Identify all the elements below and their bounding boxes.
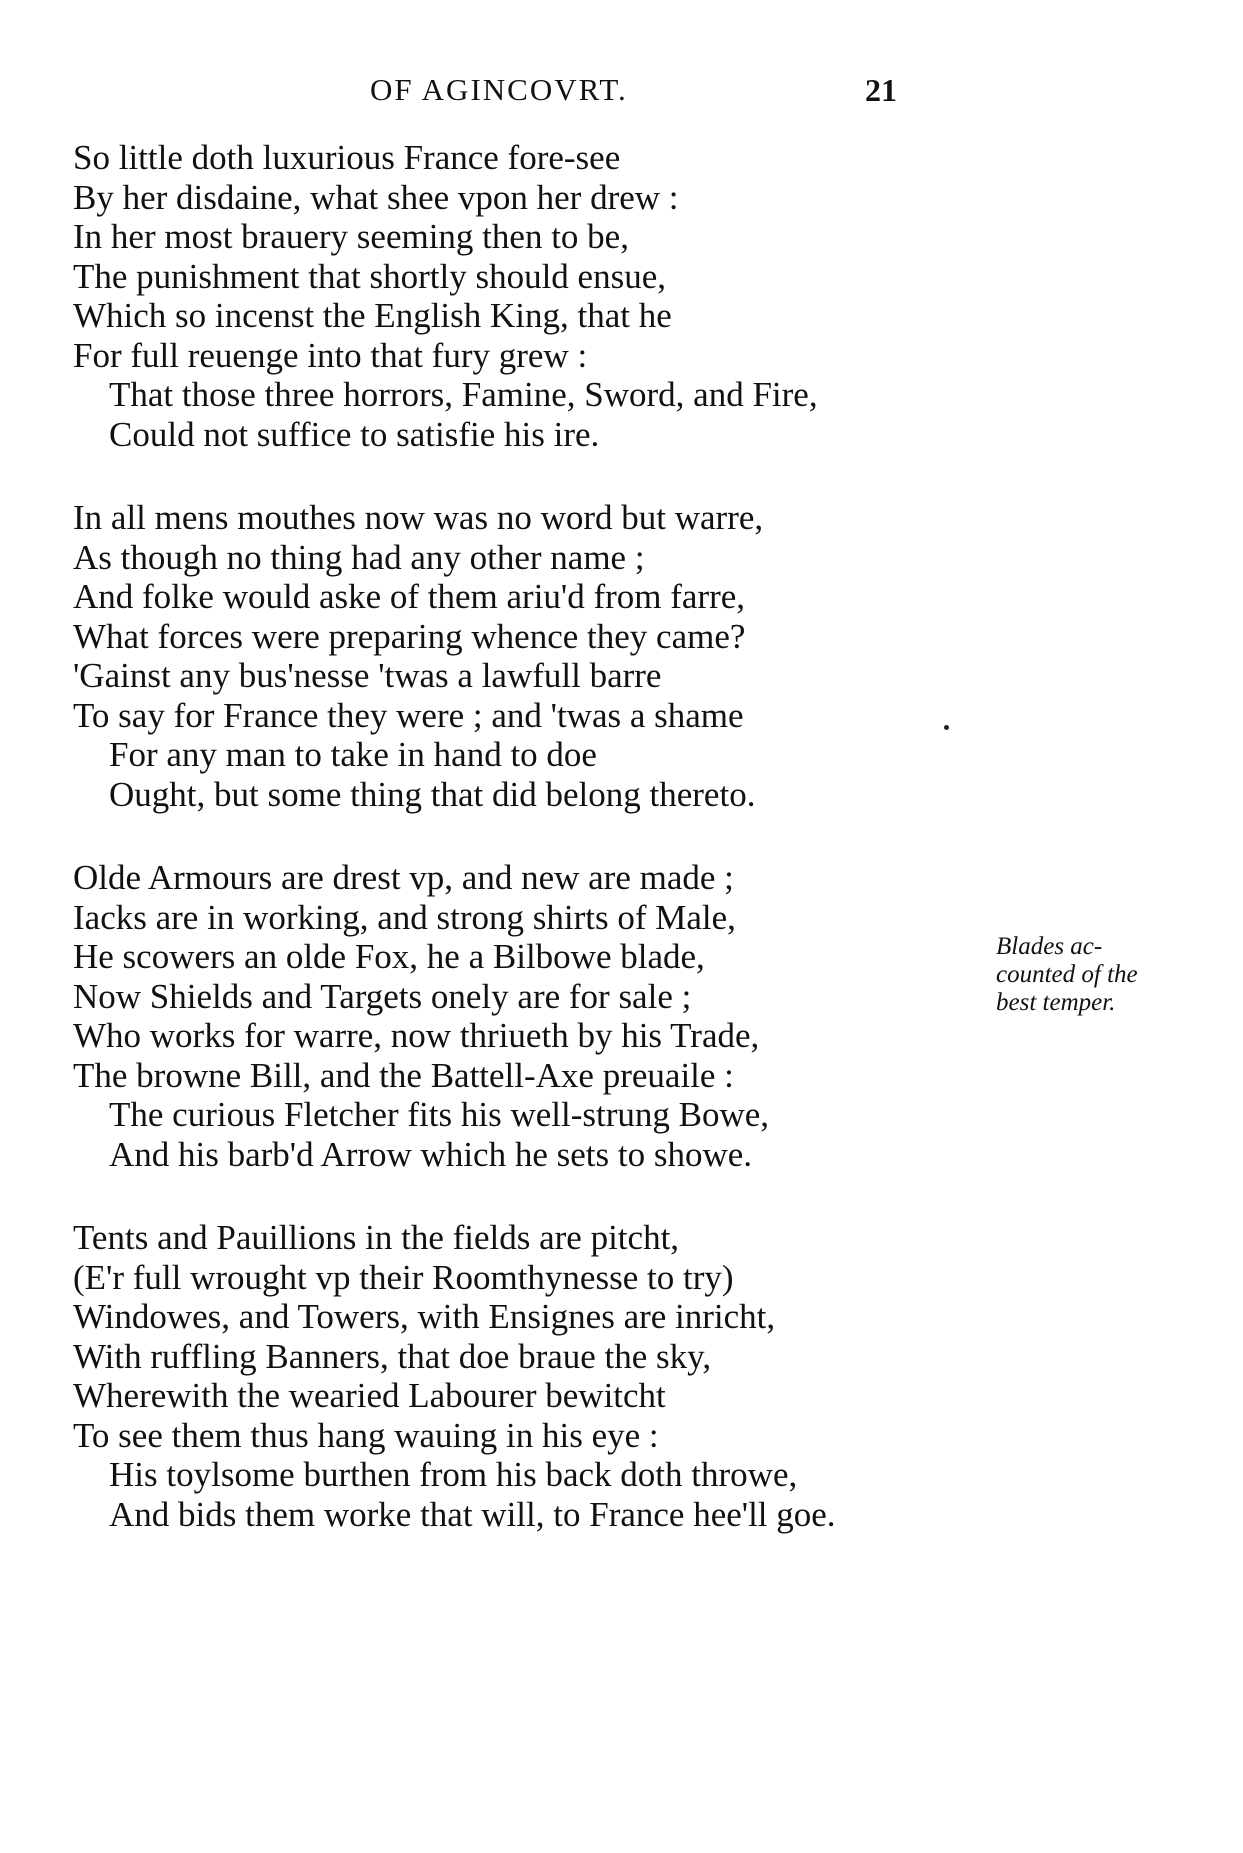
verse-line: With ruffling Banners, that doe braue the sky, (73, 1336, 712, 1376)
verse-line-indented: His toylsome burthen from his back doth throwe, (109, 1455, 798, 1494)
verse-line: What forces were preparing whence they came? (73, 616, 746, 656)
marginal-note-line: best temper. (996, 989, 1116, 1016)
verse-line: Wherewith the wearied Labourer bewitcht (73, 1376, 666, 1415)
verse-line: Tents and Pauillions in the fields are pitcht, (73, 1218, 680, 1257)
verse-line: To say for France they were ; and 'twas a shame (73, 695, 744, 735)
poem-body (73, 138, 1013, 1578)
verse-line: For full reuenge into that fury grew : (73, 335, 588, 375)
page-number: 21 (865, 72, 897, 108)
stanza-4 (73, 1218, 1013, 1534)
verse-line: The browne Bill, and the Battell-Axe preuaile : (73, 1055, 734, 1095)
verse-line-indented: That those three horrors, Famine, Sword, and Fire, (109, 375, 818, 414)
verse-line: And folke would aske of them ariu'd from farre, (73, 577, 746, 616)
verse-line-indented: For any man to take in hand to doe (109, 735, 597, 774)
verse-line: As though no thing had any other name ; (73, 537, 645, 577)
verse-line: By her disdaine, what shee vpon her drew : (73, 177, 679, 217)
verse-line: Iacks are in working, and strong shirts of Male, (73, 897, 736, 937)
verse-line: Olde Armours are drest vp, and new are made ; (73, 858, 734, 897)
verse-line: So little doth luxurious France fore-see (73, 138, 621, 177)
verse-line: Who works for warre, now thriueth by his Trade, (73, 1016, 760, 1055)
verse-line: Now Shields and Targets onely are for sale ; (73, 976, 692, 1016)
verse-line-indented: Could not suffice to satisfie his ire. (109, 414, 600, 454)
verse-line: In all mens mouthes now was no word but warre, (73, 498, 764, 537)
marginal-note (996, 933, 1196, 1017)
verse-line: To see them thus hang wauing in his eye : (73, 1415, 659, 1455)
verse-line: Windowes, and Towers, with Ensignes are inricht, (73, 1297, 776, 1336)
verse-line: He scowers an olde Fox, he a Bilbowe blade, (73, 937, 705, 976)
verse-line: Which so incenst the English King, that he (73, 296, 672, 335)
marginal-note-line: Blades ac- (996, 933, 1103, 960)
running-header (75, 72, 975, 112)
verse-line: 'Gainst any bus'nesse 'twas a lawfull barre (73, 656, 662, 695)
verse-line: The punishment that shortly should ensue, (73, 256, 666, 296)
marginal-note-line: counted of the (996, 961, 1138, 988)
ink-speck (944, 725, 949, 730)
verse-line: (E'r full wrought vp their Roomthynesse to try) (73, 1257, 734, 1297)
verse-line-indented: Ought, but some thing that did belong thereto. (109, 774, 756, 814)
verse-line: In her most brauery seeming then to be, (73, 217, 629, 256)
verse-line-indented: The curious Fletcher fits his well-strung Bowe, (109, 1095, 770, 1134)
stanza-2 (73, 498, 1013, 814)
stanza-3 (73, 858, 1013, 1174)
verse-line-indented: And his barb'd Arrow which he sets to showe. (109, 1134, 753, 1174)
running-title: OF AGINCOVRT. (370, 72, 628, 107)
stanza-1 (73, 138, 1013, 454)
verse-line-indented: And bids them worke that will, to France hee'll goe. (109, 1494, 836, 1534)
